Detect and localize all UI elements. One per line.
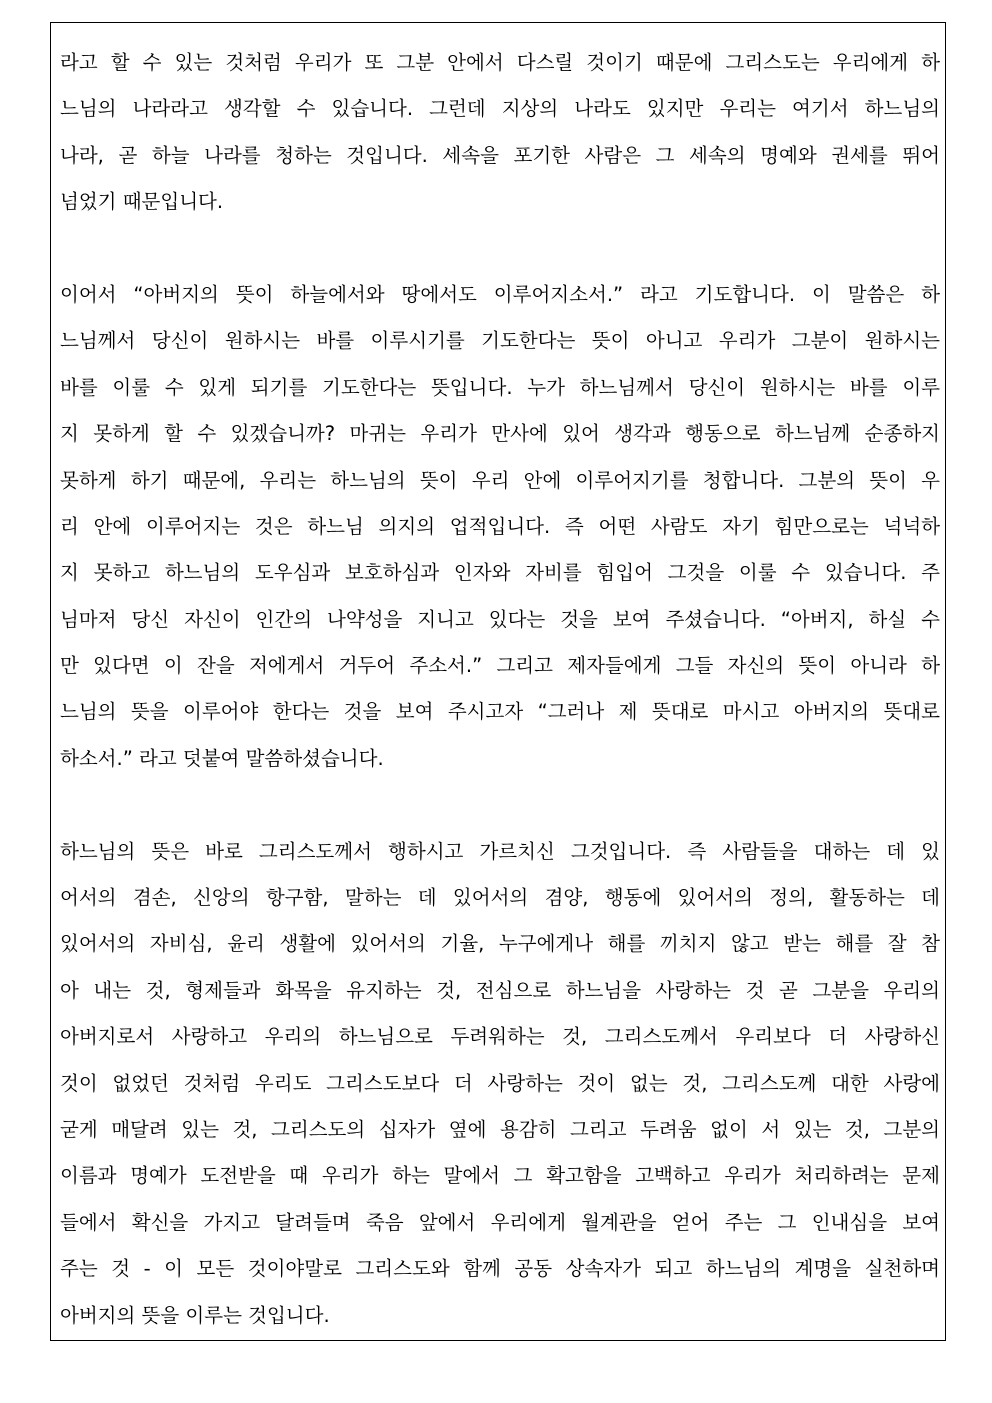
text-line: 것이 없었던 것처럼 우리도 그리스도보다 더 사랑하는 것이 없는 것, 그리스도께 대한 사랑에 [60,1071,940,1095]
text-line: 님마저 당신 자신이 인간의 나약성을 지니고 있다는 것을 보여 주셨습니다. “아버지, 하실 수 [60,607,940,631]
text-line: 아 내는 것, 형제들과 화목을 유지하는 것, 전심으로 하느님을 사랑하는 것 곧 그분을 우리의 [60,978,940,1002]
text-line: 만 있다면 이 잔을 저에게서 거두어 주소서.” 그리고 제자들에게 그들 자신의 뜻이 아니라 하 [60,654,940,678]
paragraph-spacer [60,226,940,272]
paragraph-3 [60,829,940,1339]
text-line: 이어서 “아버지의 뜻이 하늘에서와 땅에서도 이루어지소서.” 라고 기도합니다. 이 말씀은 하 [60,282,940,306]
text-line: 있어서의 자비심, 윤리 생활에 있어서의 기율, 누구에게나 해를 끼치지 않고 받는 해를 잘 참 [60,932,940,956]
text-line: 하느님의 뜻은 바로 그리스도께서 행하시고 가르치신 그것입니다. 즉 사람들을 대하는 데 있 [60,839,940,863]
text-line: 아버지의 뜻을 이루는 것입니다. [60,1303,330,1327]
text-line: 못하게 하기 때문에, 우리는 하느님의 뜻이 우리 안에 이루어지기를 청합니다. 그분의 뜻이 우 [60,468,940,492]
text-line: 라고 할 수 있는 것처럼 우리가 또 그분 안에서 다스릴 것이기 때문에 그리스도는 우리에게 하 [60,51,940,74]
text-line: 하소서.” 라고 덧붙여 말씀하셨습니다. [60,746,384,770]
text-line: 지 못하고 하느님의 도우심과 보호하심과 인자와 자비를 힘입어 그것을 이룰 수 있습니다. 주 [60,561,940,585]
text-line: 리 안에 이루어지는 것은 하느님 의지의 업적입니다. 즉 어떤 사람도 자기 힘만으로는 넉넉하 [60,514,940,538]
text-line: 느님께서 당신이 원하시는 바를 이루시기를 기도한다는 뜻이 아니고 우리가 그분이 원하시는 [60,329,940,353]
paragraph-1 [60,40,940,226]
text-line: 들에서 확신을 가지고 달려들며 죽음 앞에서 우리에게 월계관을 얻어 주는 그 인내심을 보여 [60,1210,940,1234]
page-frame [50,22,946,1341]
text-line: 바를 이룰 수 있게 되기를 기도한다는 뜻입니다. 누가 하느님께서 당신이 원하시는 바를 이루 [60,375,940,399]
text-line: 넘었기 때문입니다. [60,190,224,214]
paragraph-spacer [60,782,940,828]
text-line: 주는 것 - 이 모든 것이야말로 그리스도와 함께 공동 상속자가 되고 하느님의 계명을 실천하며 [60,1257,940,1281]
text-line: 굳게 매달려 있는 것, 그리스도의 십자가 옆에 용감히 그리고 두려움 없이 서 있는 것, 그분의 [60,1117,940,1141]
text-line: 느님의 뜻을 이루어야 한다는 것을 보여 주시고자 “그러나 제 뜻대로 마시고 아버지의 뜻대로 [60,700,940,724]
paragraph-2 [60,272,940,782]
document-body [60,40,940,1339]
text-line: 이름과 명예가 도전받을 때 우리가 하는 말에서 그 확고함을 고백하고 우리가 처리하려는 문제 [60,1164,940,1188]
text-line: 나라, 곧 하늘 나라를 청하는 것입니다. 세속을 포기한 사람은 그 세속의 명예와 권세를 뛰어 [60,143,940,167]
text-line: 느님의 나라라고 생각할 수 있습니다. 그런데 지상의 나라도 있지만 우리는 여기서 하느님의 [60,97,940,121]
text-line: 어서의 겸손, 신앙의 항구함, 말하는 데 있어서의 겸양, 행동에 있어서의 정의, 활동하는 데 [60,886,940,910]
text-line: 아버지로서 사랑하고 우리의 하느님으로 두려워하는 것, 그리스도께서 우리보다 더 사랑하신 [60,1025,940,1049]
text-line: 지 못하게 할 수 있겠습니까? 마귀는 우리가 만사에 있어 생각과 행동으로 하느님께 순종하지 [60,422,940,446]
